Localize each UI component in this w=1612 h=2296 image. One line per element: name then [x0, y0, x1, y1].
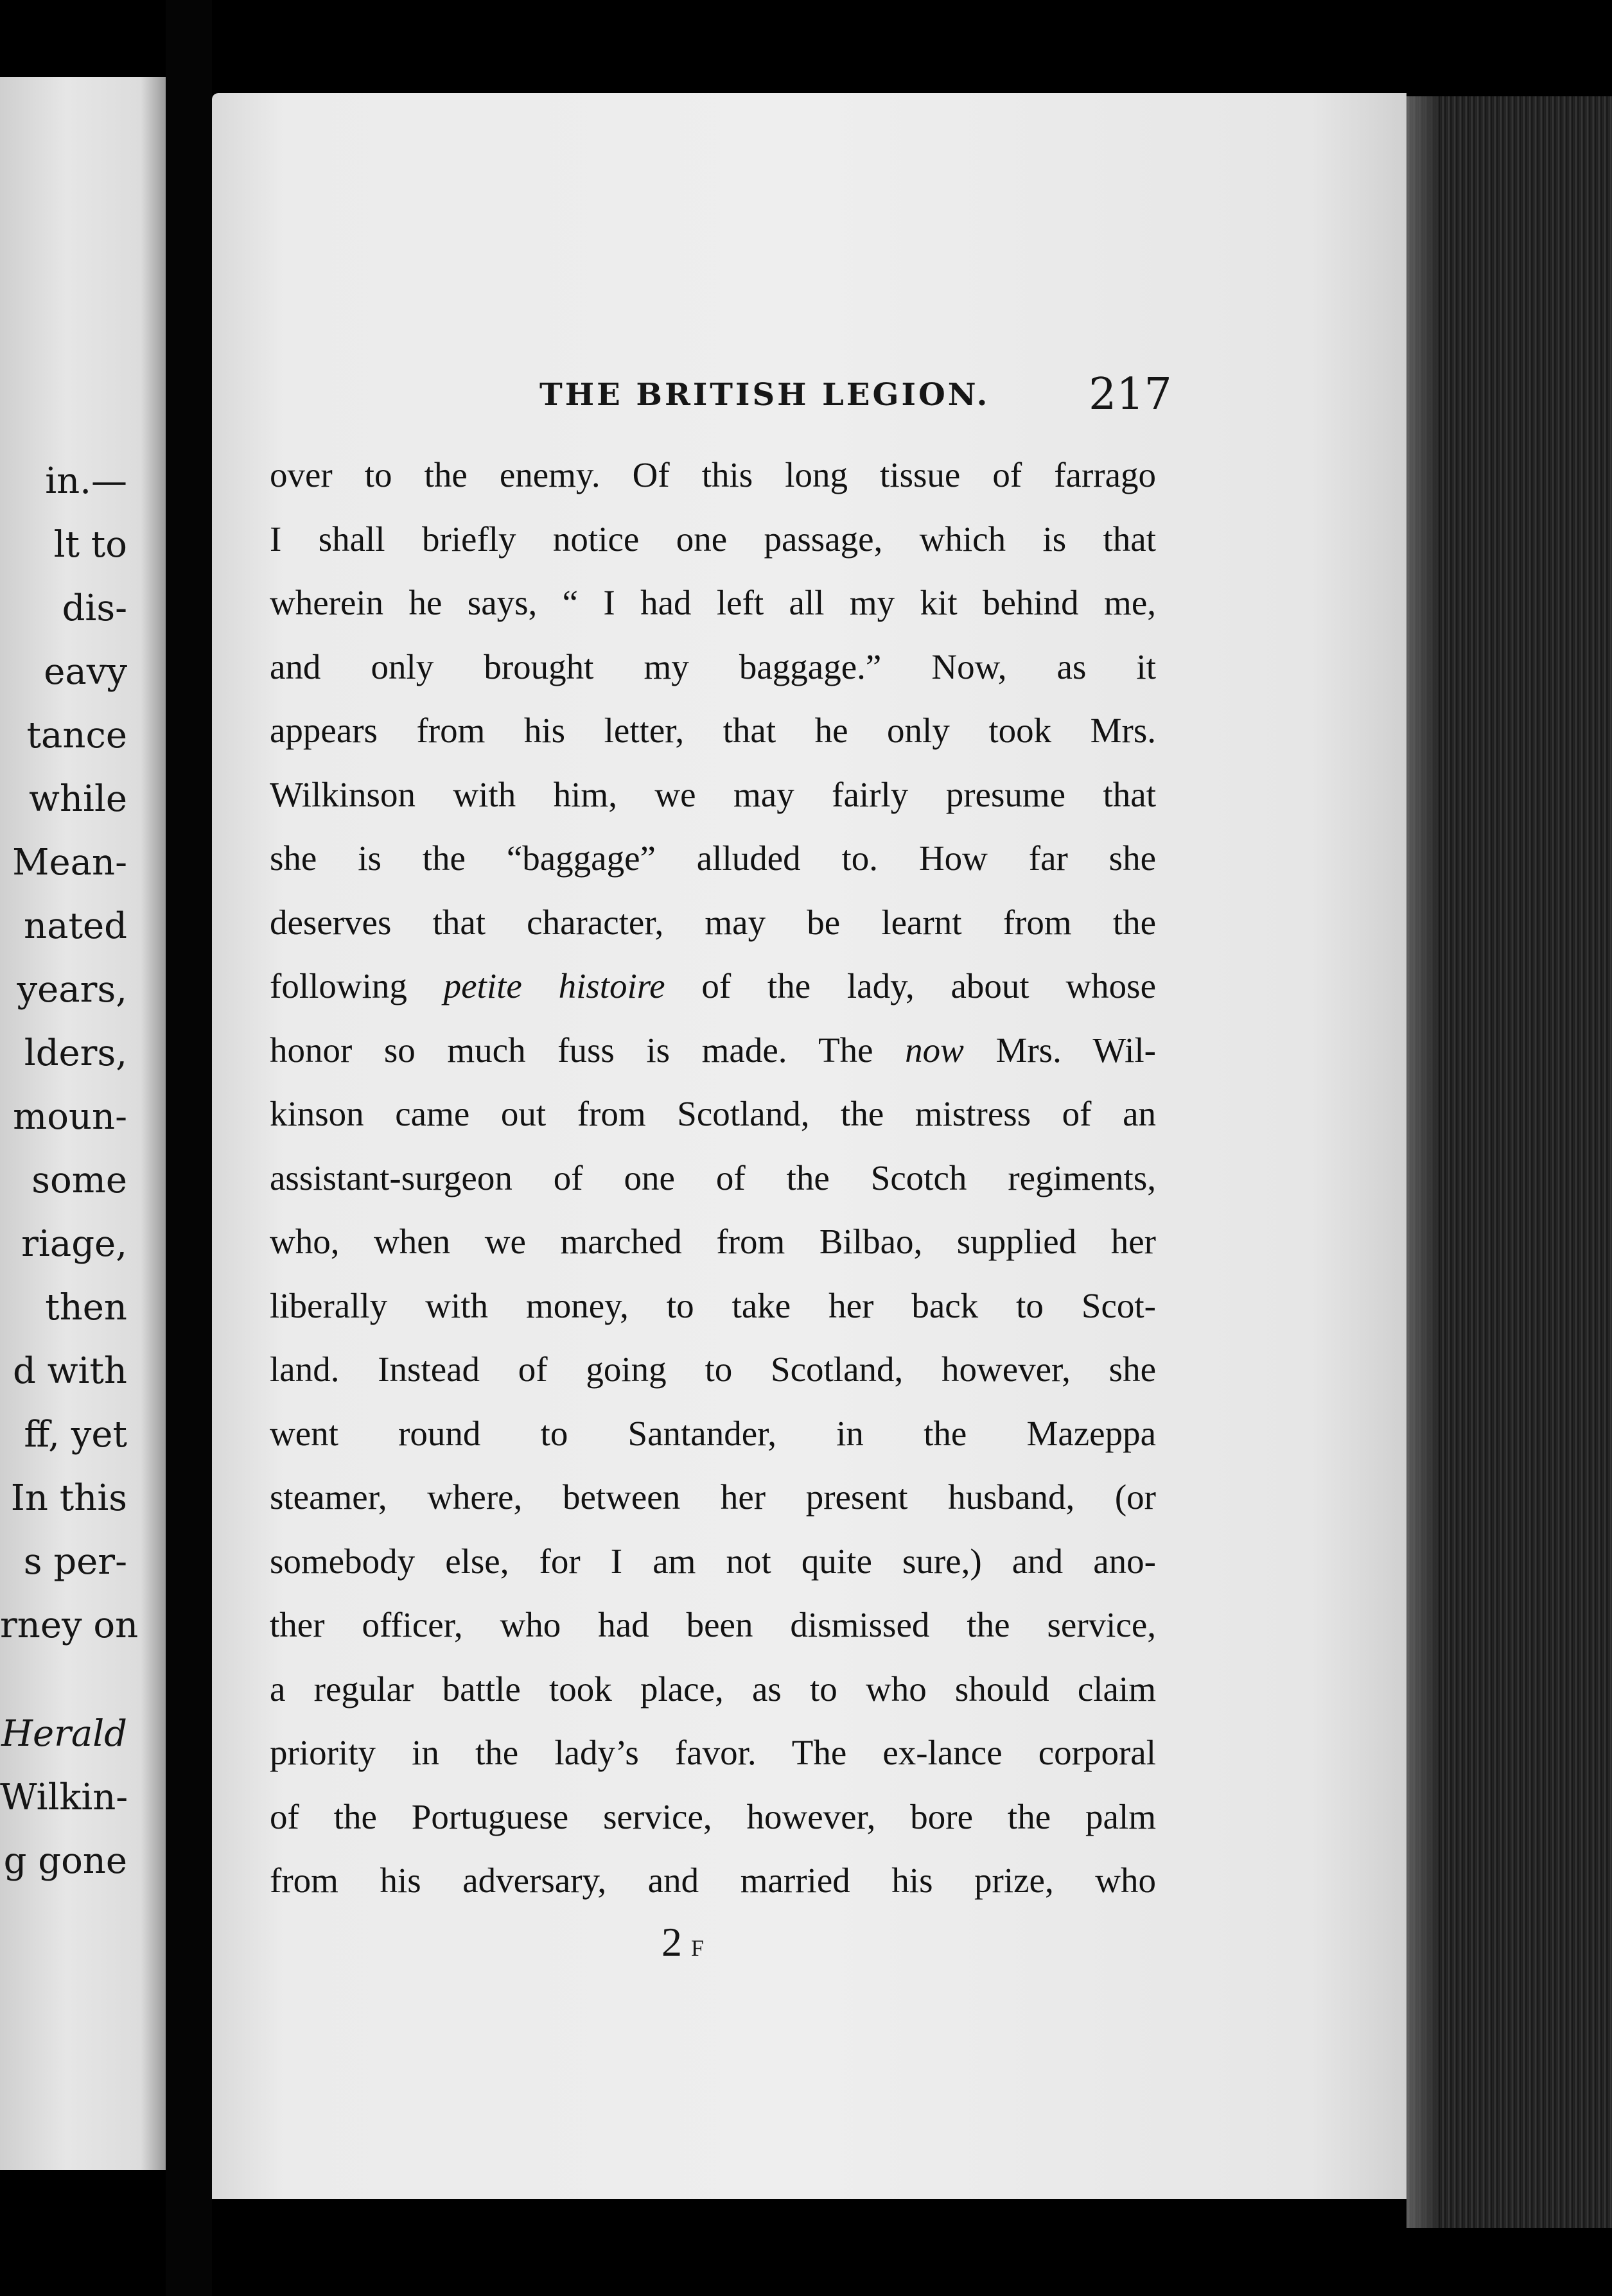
previous-page-line: some [31, 1160, 127, 1201]
previous-page-spacer [0, 1657, 166, 1702]
text-line: of the Portuguese service, however, bore the palm [270, 1796, 1156, 1836]
running-head: THE BRITISH LEGION. [539, 377, 990, 413]
text-line: land. Instead of going to Scotland, however, she [270, 1350, 1156, 1389]
previous-page-line: ff, yet [24, 1414, 127, 1456]
page-number: 217 [1089, 369, 1172, 420]
previous-page-line: s per- [23, 1541, 127, 1583]
italic-phrase: now [873, 1030, 996, 1070]
previous-page-line: Mean- [12, 842, 127, 883]
text-line: steamer, where, between her present husband, (or [270, 1477, 1156, 1517]
italic-phrase: petite histoire [443, 966, 665, 1005]
previous-page-fragment [0, 77, 166, 2170]
text-line: Wilkinson with him, we may fairly presume that [270, 774, 1156, 814]
previous-page-line: eavy [44, 651, 127, 693]
text-line: ther officer, who had been dismissed the service, [270, 1605, 1156, 1644]
previous-page-line: then [45, 1287, 127, 1328]
previous-page-line: d with [12, 1350, 127, 1392]
previous-page-line: rney on [0, 1605, 139, 1646]
previous-page-line: years, [17, 969, 127, 1011]
page-header [212, 363, 1406, 427]
text-line: priority in the lady’s favor. The ex-lance corporal [270, 1733, 1156, 1772]
previous-page-line: Herald [1, 1713, 127, 1755]
previous-page-line: tance [26, 715, 127, 756]
previous-page-line: g gone [3, 1840, 127, 1882]
text-line: I shall briefly notice one passage, which is that [270, 519, 1156, 559]
text-line: following petite histoire of the lady, about whose [270, 966, 1156, 1005]
text-line: wherein he says, “ I had left all my kit behind me, [270, 583, 1156, 622]
text-line: appears from his letter, that he only took Mrs. [270, 711, 1156, 750]
text-line: kinson came out from Scotland, the mistress of an [270, 1094, 1156, 1133]
signature-letter: F [691, 1935, 705, 1961]
previous-page-line: lt to [53, 524, 127, 566]
previous-page-line: dis- [62, 587, 127, 629]
signature-mark [661, 1910, 704, 1980]
previous-page-line: riage, [21, 1223, 127, 1265]
text-line: honor so much fuss is made. The now Mrs. Wil- [270, 1030, 1157, 1070]
book-page [212, 93, 1406, 2199]
previous-page-text [0, 449, 166, 1893]
text-line: deserves that character, may be learnt from the [270, 902, 1156, 942]
signature-number: 2 [661, 1919, 682, 1965]
previous-page-line: In this [10, 1477, 127, 1519]
page-edge-shadow [1406, 96, 1439, 2228]
body-text [270, 443, 1156, 1913]
previous-page-line: while [29, 778, 127, 820]
previous-page-line: moun- [13, 1096, 127, 1138]
text-line: and only brought my baggage.” Now, as it [270, 647, 1156, 686]
previous-page-line: in.— [45, 460, 127, 502]
text-line: went round to Santander, in the Mazeppa [270, 1413, 1156, 1453]
text-line: a regular battle took place, as to who should claim [270, 1669, 1156, 1709]
book-gutter [166, 0, 212, 2296]
text-line: over to the enemy. Of this long tissue of farrago [270, 455, 1156, 494]
text-line: liberally with money, to take her back to Scot- [270, 1285, 1156, 1325]
previous-page-line: Wilkin- [0, 1777, 128, 1818]
text-line: she is the “baggage” alluded to. How far she [270, 839, 1156, 878]
previous-page-line: nated [24, 905, 127, 947]
text-line: somebody else, for I am not quite sure,) and ano- [270, 1541, 1156, 1581]
text-line: assistant-surgeon of one of the Scotch regiments, [270, 1158, 1156, 1197]
previous-page-line: lders, [24, 1032, 127, 1074]
text-line: who, when we marched from Bilbao, supplied her [270, 1222, 1156, 1261]
text-line: from his adversary, and married his prize, who [270, 1861, 1156, 1900]
